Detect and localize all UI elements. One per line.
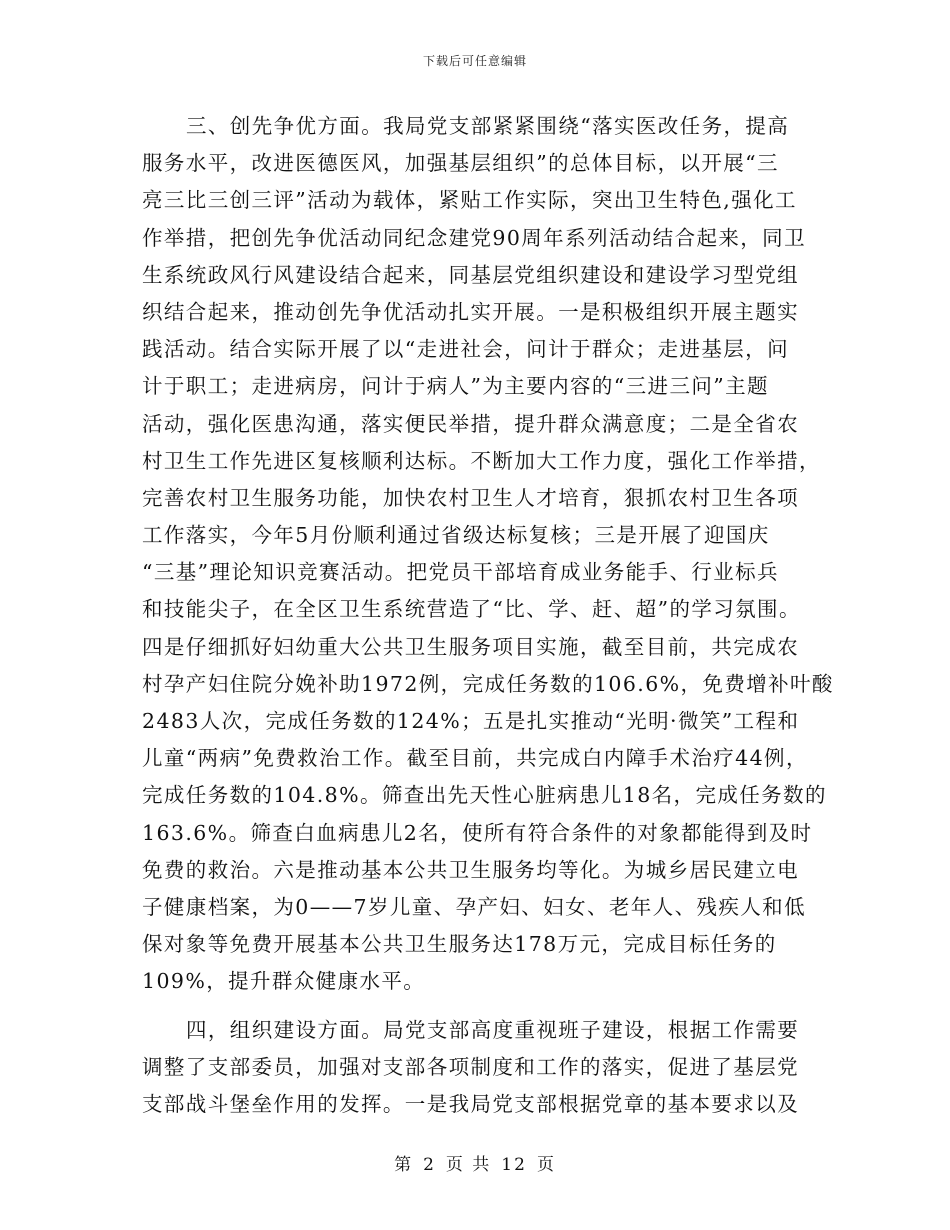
- text-line: 践活动。结合实际开展了以“走进社会，问计于群众；走进基层，问: [142, 337, 789, 362]
- text-line: 村卫生工作先进区复核顺利达标。不断加大工作力度，强化工作举措，: [142, 448, 821, 473]
- text-line: 三、创先争优方面。我局党支部紧紧围绕“落实医改任务，提高: [186, 114, 790, 138]
- page-label-suffix: 页: [536, 1155, 556, 1175]
- text-line: 四是仔细抓好妇幼重大公共卫生服务项目实施，截至目前，共完成农: [142, 634, 799, 659]
- page-number-total: 12: [501, 1155, 527, 1175]
- text-line: 生系统政风行风建设结合起来，同基层党组织建设和建设学习型党组: [142, 262, 799, 287]
- header-note: 下载后可任意编辑: [422, 54, 527, 68]
- text-line: 完成任务数的104.8%。筛查出先天性心脏病患儿18名，完成任务数的: [142, 783, 827, 808]
- text-line: 109%，提升群众健康水平。: [142, 969, 426, 994]
- text-line: 工作落实，今年5月份顺利通过省级达标复核；三是开展了迎国庆: [142, 523, 770, 548]
- text-line: 163.6%。筛查白血病患儿2名，使所有符合条件的对象都能得到及时: [142, 820, 813, 845]
- page-number-current: 2: [423, 1155, 436, 1175]
- paragraph: [142, 108, 834, 1001]
- document-body: [142, 108, 834, 1123]
- text-line: 支部战斗堡垒作用的发挥。一是我局党支部根据党章的基本要求以及: [142, 1091, 799, 1116]
- text-line: 调整了支部委员，加强对支部各项制度和工作的落实，促进了基层党: [142, 1054, 799, 1079]
- text-line: 和技能尖子，在全区卫生系统营造了“比、学、赶、超”的学习氛围。: [142, 597, 801, 622]
- text-line: 免费的救治。六是推动基本公共卫生服务均等化。为城乡居民建立电: [142, 857, 799, 882]
- page-footer: [0, 1150, 950, 1175]
- text-line: 作举措，把创先争优活动同纪念建党90周年系列活动结合起来，同卫: [142, 225, 806, 250]
- text-line: 2483人次，完成任务数的124%；五是扎实推动“光明·微笑”工程和: [142, 709, 800, 733]
- text-line: 村孕产妇住院分娩补助1972例，完成任务数的106.6%，免费增补叶酸: [142, 671, 834, 696]
- text-line: 活动，强化医患沟通，落实便民举措，提升群众满意度；二是全省农: [142, 411, 799, 436]
- paragraph-gap: [142, 1001, 810, 1012]
- text-line: 计于职工；走进病房，问计于病人”为主要内容的“三进三问”主题: [142, 374, 769, 399]
- text-line: 完善农村卫生服务功能，加快农村卫生人才培育，狠抓农村卫生各项: [142, 485, 799, 510]
- page-label-prefix: 第: [394, 1155, 414, 1175]
- page-label-mid: 页 共: [445, 1155, 492, 1175]
- text-line: 儿童“两病”免费救治工作。截至目前，共完成白内障手术治疗44例，: [142, 746, 808, 771]
- text-line: 亮三比三创三评”活动为载体，紧贴工作实际，突出卫生特色,强化工: [142, 188, 797, 213]
- text-line: 织结合起来，推动创先争优活动扎实开展。一是积极组织开展主题实: [142, 299, 799, 324]
- text-line: “三基”理论知识竞赛活动。把党员干部培育成业务能手、行业标兵: [142, 560, 779, 585]
- text-line: 保对象等免费开展基本公共卫生服务达178万元，完成目标任务的: [142, 932, 777, 957]
- text-line: 子健康档案，为0——7岁儿童、孕产妇、妇女、老年人、残疾人和低: [142, 894, 806, 919]
- text-line: 四，组织建设方面。局党支部高度重视班子建设，根据工作需要: [186, 1017, 800, 1042]
- text-line: 服务水平，改进医德医风，加强基层组织”的总体目标，以开展“三: [142, 151, 779, 176]
- paragraph: [142, 1012, 810, 1124]
